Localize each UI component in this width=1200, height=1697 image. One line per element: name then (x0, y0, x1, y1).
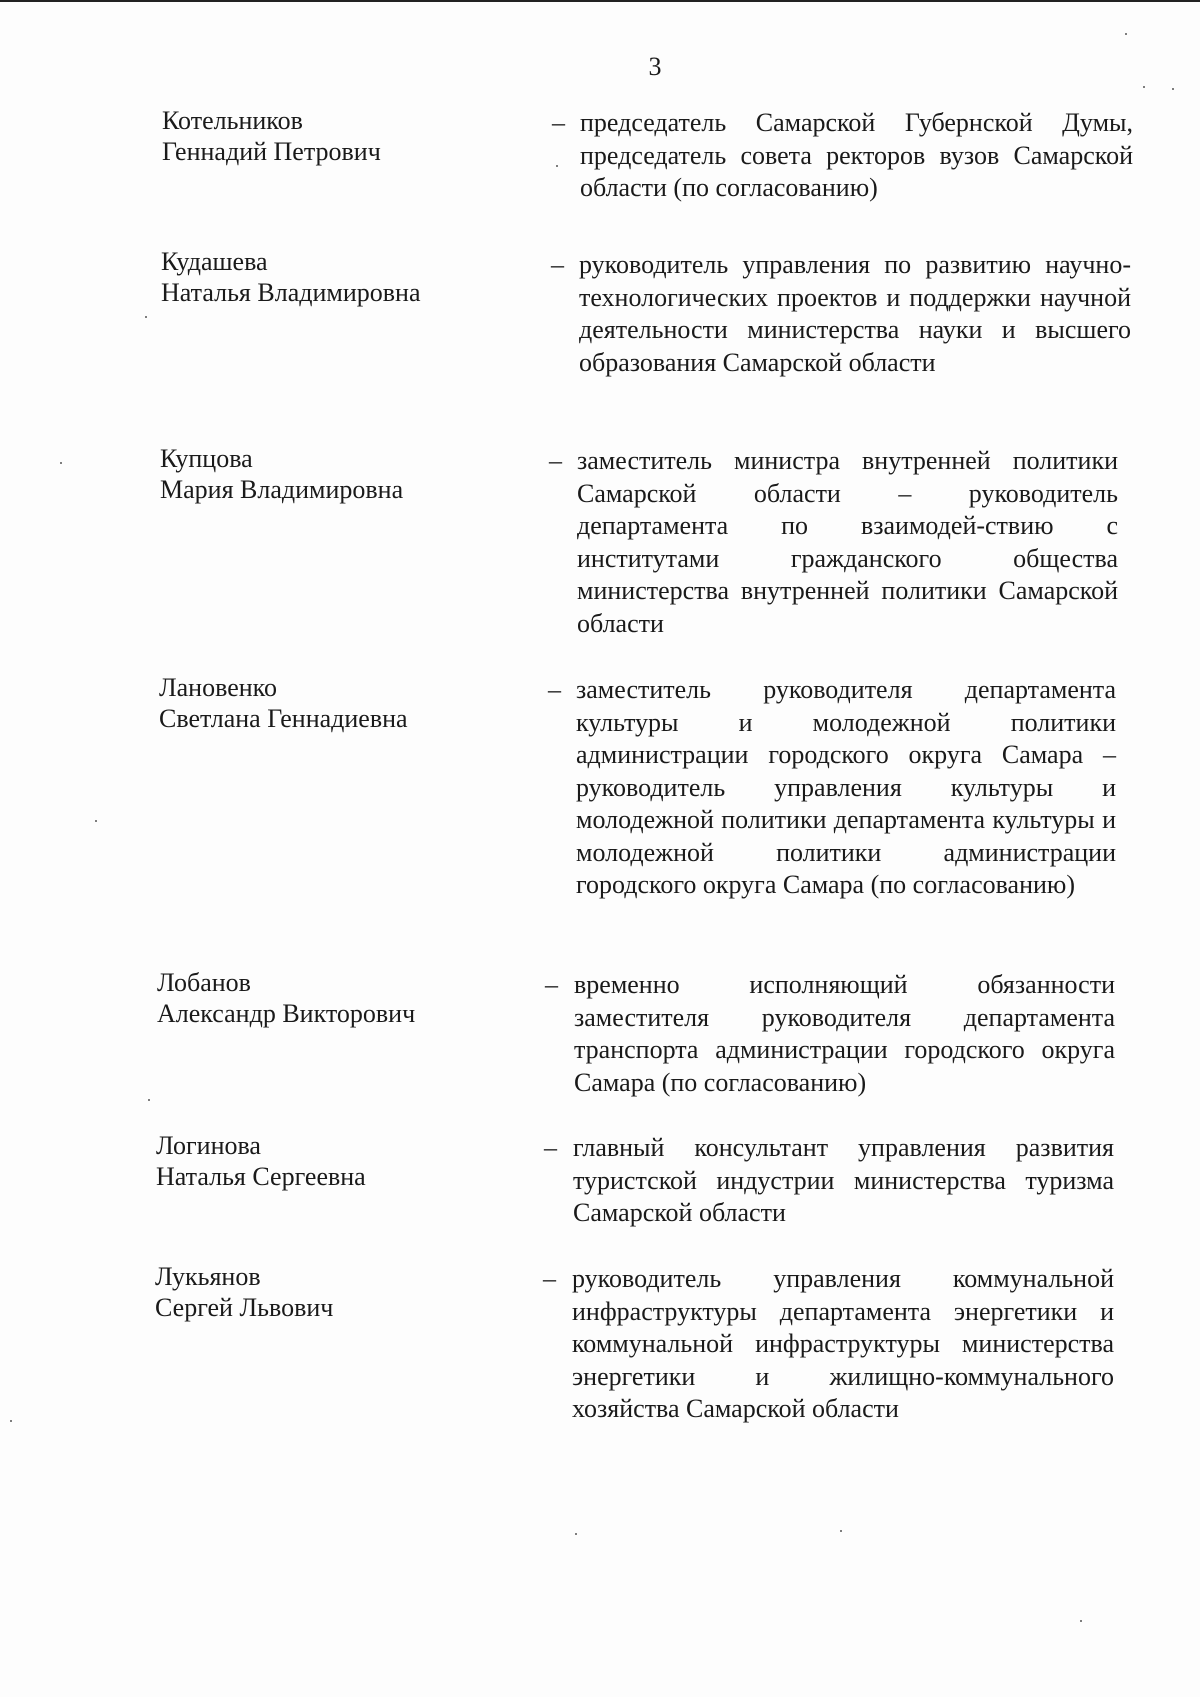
person-surname: Котельников (162, 106, 303, 135)
position-description: руководитель управления коммунальной инфраструктуры департамента энергетики и коммунальной инфраструктуры министерства энергетики и жилищно-коммунального хозяйства Самарской области (572, 1264, 1114, 1423)
person-name (161, 246, 420, 308)
position-description: главный консультант управления развития туристской индустрии министерства туризма Самарской области (573, 1133, 1114, 1227)
scan-speck (1125, 33, 1127, 35)
dash-separator: – (549, 446, 562, 475)
person-first-name: Мария Владимировна (160, 475, 404, 504)
person-surname: Купцова (160, 444, 253, 473)
person-first-name: Светлана Геннадиевна (159, 704, 408, 733)
scan-speck (145, 316, 147, 318)
page-number: 3 (648, 52, 662, 81)
person-name (160, 443, 403, 505)
scan-speck (556, 165, 558, 167)
position-description: председатель Самарской Губернской Думы, председатель совета ректоров вузов Самарской области (по согласованию) (580, 108, 1133, 202)
position-description: заместитель руководителя департамента культуры и молодежной политики администрации городского округа Самара – руководитель управления культуры и молодежной политики департамента культуры и молодежной политики администрации городского округа Самара (по согласованию) (576, 675, 1116, 899)
person-name (159, 672, 408, 734)
person-surname: Лукьянов (155, 1262, 261, 1291)
position-description: временно исполняющий обязанности заместителя руководителя департамента транспорта администрации городского округа Самара (по согласованию) (574, 970, 1115, 1097)
person-name (156, 1130, 366, 1192)
position-description: заместитель министра внутренней политики Самарской области – руководитель департамента по взаимодей-ствию с институтами гражданского общества министерства внутренней политики Самарской области (577, 446, 1118, 638)
dash-separator: – (552, 108, 565, 137)
person-first-name: Сергей Львович (155, 1293, 334, 1322)
dash-separator: – (543, 1264, 556, 1293)
person-surname: Кудашева (161, 247, 268, 276)
person-first-name: Наталья Сергеевна (156, 1162, 366, 1191)
scan-speck (1143, 86, 1145, 88)
person-name (155, 1261, 333, 1323)
scan-speck (148, 1099, 150, 1101)
dash-separator: – (548, 675, 561, 704)
dash-separator: – (551, 250, 564, 279)
dash-separator: – (544, 1133, 557, 1162)
person-surname: Логинова (156, 1131, 261, 1160)
person-name (162, 105, 381, 167)
scan-speck (575, 1533, 577, 1535)
top-edge-line (0, 0, 1200, 2)
scan-speck (95, 820, 97, 822)
dash-separator: – (545, 970, 558, 999)
scan-speck (60, 462, 62, 464)
scan-speck (1080, 1620, 1082, 1622)
person-first-name: Геннадий Петрович (162, 137, 381, 166)
person-first-name: Александр Викторович (157, 999, 416, 1028)
position-description: руководитель управления по развитию научно-технологических проектов и поддержки научной деятельности министерства науки и высшего образования Самарской области (579, 250, 1131, 377)
scan-speck (840, 1530, 842, 1532)
person-surname: Лановенко (159, 673, 277, 702)
person-first-name: Наталья Владимировна (161, 278, 421, 307)
scan-speck (10, 1420, 12, 1422)
person-name (157, 967, 415, 1029)
scan-speck (1172, 88, 1174, 90)
person-surname: Лобанов (157, 968, 251, 997)
